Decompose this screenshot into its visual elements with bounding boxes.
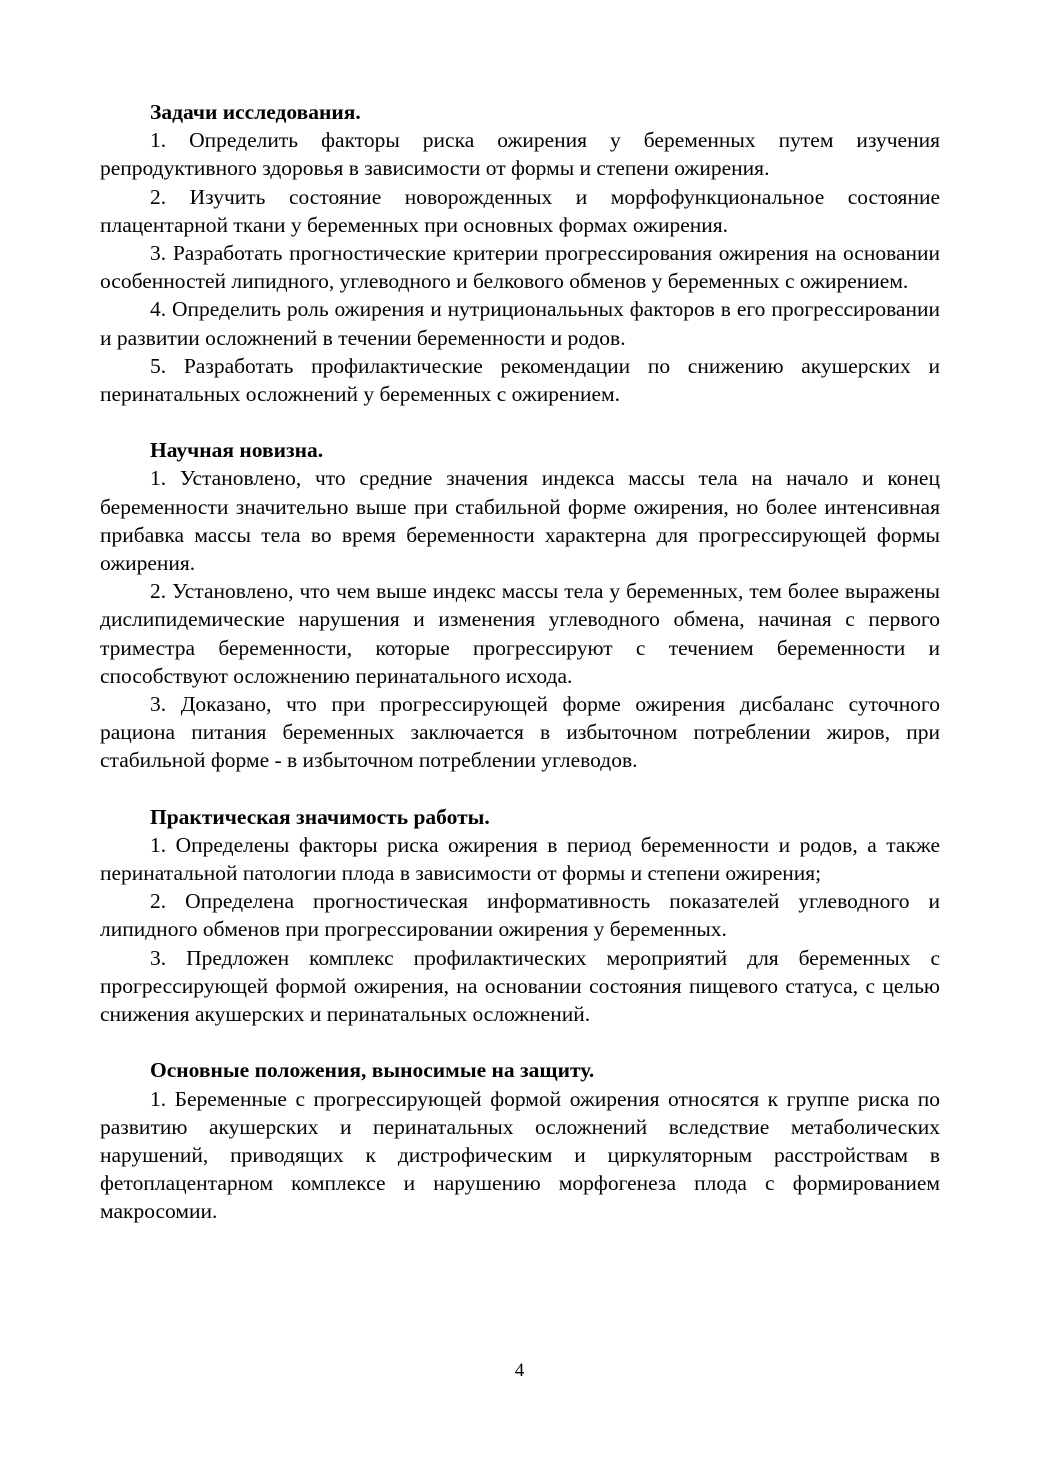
section-research-tasks <box>100 98 940 408</box>
list-item: 3. Предложен комплекс профилактических мероприятий для беременных с прогрессирующей формой ожирения, на основании состояния пищевого статуса, с целью снижения акушерских и перинатальных осложнений. <box>100 945 940 1027</box>
list-item: 1. Определены факторы риска ожирения в период беременности и родов, а также перинатальной патологии плода в зависимости от формы и степени ожирения; <box>100 832 940 886</box>
section-practical-significance <box>100 803 940 1029</box>
list-item: 5. Разработать профилактические рекомендации по снижению акушерских и перинатальных осложнений у беременных с ожирением. <box>100 353 940 407</box>
document-body <box>100 98 940 1226</box>
list-item: 2. Определена прогностическая информативность показателей углеводного и липидного обменов при прогрессировании ожирения у беременных. <box>100 889 940 942</box>
section-defense-provisions <box>100 1056 940 1225</box>
list-item: 3. Доказано, что при прогрессирующей форме ожирения дисбаланс суточного рациона питания беременных заключается в избыточном потреблении жиров, при стабильной форме - в избыточном потреблении углеводов. <box>100 692 940 773</box>
list-item: 1. Определить факторы риска ожирения у беременных путем изучения репродуктивного здоровья в зависимости от формы и степени ожирения. <box>100 128 940 181</box>
section-heading: Основные положения, выносимые на защиту. <box>150 1058 595 1083</box>
section-heading: Практическая значимость работы. <box>150 804 490 829</box>
page-number: 4 <box>514 1360 525 1381</box>
list-item: 4. Определить роль ожирения и нутрициональьных факторов в его прогрессировании и развитии осложнений в течении беременности и родов. <box>100 297 940 350</box>
section-heading: Задачи исследования. <box>150 100 361 124</box>
section-scientific-novelty <box>100 436 940 774</box>
list-item: 3. Разработать прогностические критерии прогрессирования ожирения на основании особенностей липидного, углеводного и белкового обменов у беременных с ожирением. <box>100 241 940 294</box>
section-heading: Научная новизна. <box>150 438 324 463</box>
list-item: 2. Установлено, что чем выше индекс массы тела у беременных, тем более выражены дислипидемические нарушения и изменения углеводного обмена, начиная с первого триместра беременности, которые прогрессируют с течением беременности и способствуют осложнению перинатального исхода. <box>100 579 940 688</box>
list-item: 2. Изучить состояние новорожденных и морфофункциональное состояние плацентарной ткани у беременных при основных формах ожирения. <box>100 184 940 237</box>
list-item: 1. Беременные с прогрессирующей формой ожирения относятся к группе риска по развитию акушерских и перинатальных осложнений вследствие метаболических нарушений, приводящих к дистрофическим и циркуляторным расстройствам в фетоплацентарном комплексе и нарушению морфогенеза плода с формированием макросомии. <box>100 1086 940 1224</box>
list-item: 1. Установлено, что средние значения индекса массы тела на начало и конец беременности значительно выше при стабильной форме ожирения, но более интенсивная прибавка массы тела во время беременности характерна для прогрессирующей формы ожирения. <box>100 466 940 576</box>
